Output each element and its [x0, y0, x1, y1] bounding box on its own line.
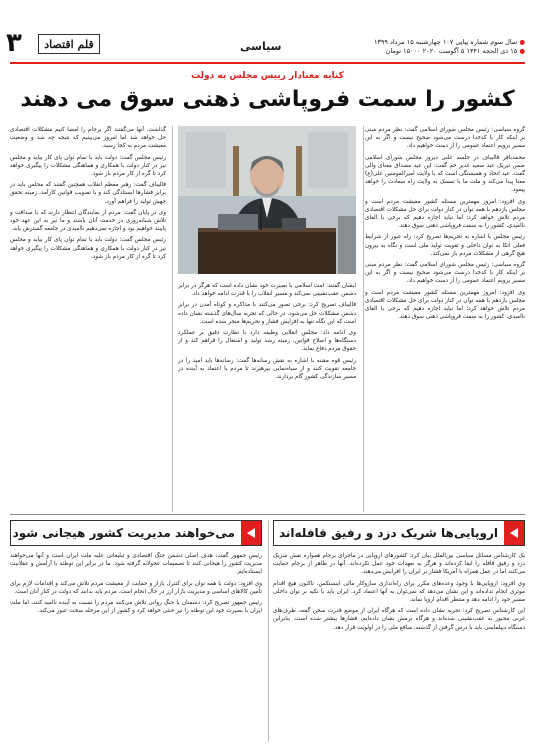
page-number: ۳ — [6, 28, 22, 58]
paragraph: رئیس مجلس گفت: دولت باید با تمام توان پای کار بیاید و مجلس نیز در کنار دولت با همکاری و هماهنگی مشکلات را پیگیری خواهد کرد تا گره از کار مردم باز شود. — [10, 237, 166, 260]
lead-column-left — [10, 126, 166, 512]
paragraph: گروه سیاسی: رئیس مجلس شورای اسلامی گفت: نظر مردم مبنی بر اینکه کار با کدخدا درست می‌شود صحیح نیست و اگر به این مسیر برویم اعتماد عمومی را از دست خواهیم داد. — [365, 127, 525, 150]
lead-headline: کشور را سمت فروپاشی ذهنی سوق می دهند — [20, 87, 515, 112]
paragraph: وی افزود: امروز مهمترین مسئله کشور معیشت مردم است و مجلس یازدهم با همه توان در کنار دولت برای حل مشکلات اقتصادی مردم تلاش خواهد کرد؛ اما نباید اجازه دهیم که برخی با القای ناامیدی، کشور را به سمت فروپاشی ذهنی سوق دهند. — [365, 289, 525, 321]
story-headline: اروپایی‌ها شریک دزد و رفیق قافله‌اند — [278, 526, 498, 540]
paragraph: رئیس جمهور گفت: هدف اصلی دشمن جنگ اقتصادی و تبلیغاتی علیه ملت ایران است و آنها می‌خواهند مدیریت کشور را هیجانی کنند تا تصمیمات عجولانه گرفته شود. ما در برابر این توطئه با آرامش و عقلانیت ایستاده‌ایم. — [10, 553, 262, 576]
paragraph: ایشان گفتند: امت اسلامی با بصیرت خود نشان داده است که هرگز در برابر دشمن عقب‌نشینی نمی‌کند و مسیر انقلاب را با قدرت ادامه خواهد داد. — [178, 283, 356, 298]
red-flag-icon — [504, 521, 524, 545]
masthead — [0, 0, 535, 62]
paragraph: رئیس قوه مقننه با اشاره به نقش رسانه‌ها گفت: رسانه‌ها باید امید را در جامعه تقویت کنند و از سیاه‌نمایی بپرهیزند تا مردم با اعتماد به آینده در مسیر سازندگی کشور گام بردارند. — [178, 357, 356, 381]
column-rule — [268, 520, 269, 742]
column-rule — [172, 126, 173, 512]
issue-line: ● سال سوم شماره پیاپی ۱۰۷ چهارشنبه ۱۵ مرداد ۱۳۹۹ — [347, 38, 525, 47]
story-body-left — [10, 552, 262, 742]
lead-column-center — [178, 282, 356, 512]
lead-photo — [178, 126, 356, 274]
paragraph: وی ادامه داد: مجلس انقلابی وظیفه دارد با نظارت دقیق بر عملکرد دستگاه‌ها و اصلاح قوانین، زمینه رشد تولید و اشتغال را فراهم کند و از حقوق مردم دفاع نماید. — [178, 330, 356, 353]
paragraph: یک کارشناس مسائل سیاسی بین‌الملل بیان کرد: کشورهای اروپایی در ماجرای برجام همواره نقش شریک دزد و رفیق قافله را ایفا کرده‌اند و هرگز به تعهدات خود عمل نکرده‌اند. آنها در ظاهر از برجام حمایت می‌کنند اما در عمل همراه با آمریکا فشار بر ایران را افزایش می‌دهند. — [273, 553, 525, 576]
section-name: سیاسی — [240, 40, 282, 53]
paragraph: گذاشت. آنها می‌گفتند اگر برجام را امضا کنیم مشکلات اقتصادی حل خواهد شد اما امروز می‌بینیم که نتیجه چه شد و وضعیت معیشت مردم به کجا رسید. — [10, 127, 166, 150]
paragraph: قالیباف گفت: رهبر معظم انقلاب همچنین گفتند که مجلس باید در برابر فشارها ایستادگی کند و با تصویب قوانین کارآمد، زمینه تحقق جهش تولید را فراهم آورد. — [10, 182, 166, 205]
lead-column-right — [365, 126, 525, 512]
kicker: کنایه معنادار رییس مجلس به دولت — [191, 71, 344, 81]
speaker-illustration — [178, 126, 356, 274]
paragraph: این کارشناس تصریح کرد: تجربه نشان داده است که هرگاه ایران از موضع قدرت سخن گفته، طرف‌های غربی مجبور به عقب‌نشینی شده‌اند و هرگاه نرمش نشان داده‌ایم، فشارها بیشتر شده است. بنابراین دستگاه دیپلماسی باید با درس گرفتن از گذشته، منافع ملی را در اولویت قرار دهد. — [273, 608, 525, 631]
section-divider — [10, 514, 525, 515]
paragraph: گروه سیاسی: رئیس مجلس شورای اسلامی گفت: نظر مردم مبنی بر اینکه کار با کدخدا درست می‌شود صحیح نیست و اگر به این مسیر برویم اعتماد عمومی را از دست خواهیم داد. — [365, 262, 525, 285]
paragraph: رئیس مجلس گفت: دولت باید با تمام توان پای کار بیاید و مجلس نیز در کنار دولت با همکاری و هماهنگی مشکلات را پیگیری خواهد کرد تا گره از کار مردم باز شود. — [10, 154, 166, 178]
newspaper-logo — [38, 34, 100, 54]
paragraph: قالیباف تصریح کرد: برخی تصور می‌کنند با مذاکره و کوتاه آمدن در برابر دشمن مشکلات حل می‌شود، در حالی که تجربه سال‌های گذشته نشان داده است که این نگاه تنها به افزایش فشار و تحریم‌ها منجر شده است. — [178, 302, 356, 325]
red-flag-icon — [241, 521, 261, 545]
issue-line: ● ۱۵ ذی الحجه ۱۴۴۱ ۵ آگوست ۲۰۲۰ ۱۵۰۰۰ تومان — [347, 47, 525, 56]
paragraph: وی افزود: اروپایی‌ها با وجود وعده‌های مکرر برای راه‌اندازی سازوکار مالی اینستکس، تاکنون هیچ اقدام موثری انجام نداده‌اند و این نشان می‌دهد که نمی‌توان به آنها اعتماد کرد. ایران باید با تکیه بر توان داخلی مسیر خود را ادامه دهد و منتظر اقدام اروپا نماند. — [273, 580, 525, 604]
column-rule — [363, 126, 364, 512]
header-divider — [10, 62, 525, 64]
logo-text: قلم اقتصاد — [44, 37, 94, 51]
paragraph: وی افزود: امروز مهمترین مسئله کشور معیشت مردم است و مجلس یازدهم با همه توان در کنار دولت برای حل مشکلات اقتصادی مردم تلاش خواهد کرد؛ اما نباید اجازه دهیم که برخی با القای ناامیدی، کشور را به سمت فروپاشی ذهنی سوق دهند. — [365, 198, 525, 230]
story-body-right — [273, 552, 525, 742]
story-header-left — [10, 520, 262, 546]
paragraph: محمدباقر قالیباف در جلسه علنی دیروز مجلس شورای اسلامی ضمن تبریک عید سعید غدیر خم گفت: این عید مصداق معنای والی گفت، عید اتحاد و همبستگی است که با ولایت امیرالمومنین علی(ع) معنا پیدا می‌کند و ملت ما با تمسک به ولایت راه سعادت را خواهد پیمود. — [365, 154, 525, 194]
story-header-right — [273, 520, 525, 546]
issue-info — [347, 38, 525, 56]
paragraph: رئیس جمهور تصریح کرد: دشمنان با جنگ روانی تلاش می‌کنند مردم را نسبت به آینده ناامید کنند، اما ملت ایران با بصیرت خود این توطئه را نیز خنثی خواهد کرد و کشور از این مرحله سخت عبور می‌کند. — [10, 600, 262, 615]
paragraph: وی در پایان گفت: مردم از نمایندگان انتظار دارند که با صداقت و تلاش شبانه‌روزی در خدمت آنان باشند و ما نیز به این عهد خود پایبند خواهیم بود و اجازه نمی‌دهیم ناامیدی در جامعه گسترش یابد. — [10, 209, 166, 233]
paragraph: رئیس مجلس با اشاره به تحریم‌ها تصریح کرد: راه عبور از شرایط فعلی اتکا به توان داخلی و تقویت تولید ملی است و نگاه به بیرون هیچ گرهی از مشکلات مردم باز نمی‌کند. — [365, 234, 525, 257]
story-headline: می‌خواهند مدیریت کشور هیجانی شود — [12, 526, 235, 540]
paragraph: وی افزود: دولت با همه توان برای کنترل بازار و حمایت از معیشت مردم تلاش می‌کند و اقدامات لازم برای تأمین کالاهای اساسی و مدیریت بازار ارز در حال انجام است. مردم باید بدانند که دولت در کنار آنان است. — [10, 580, 262, 595]
